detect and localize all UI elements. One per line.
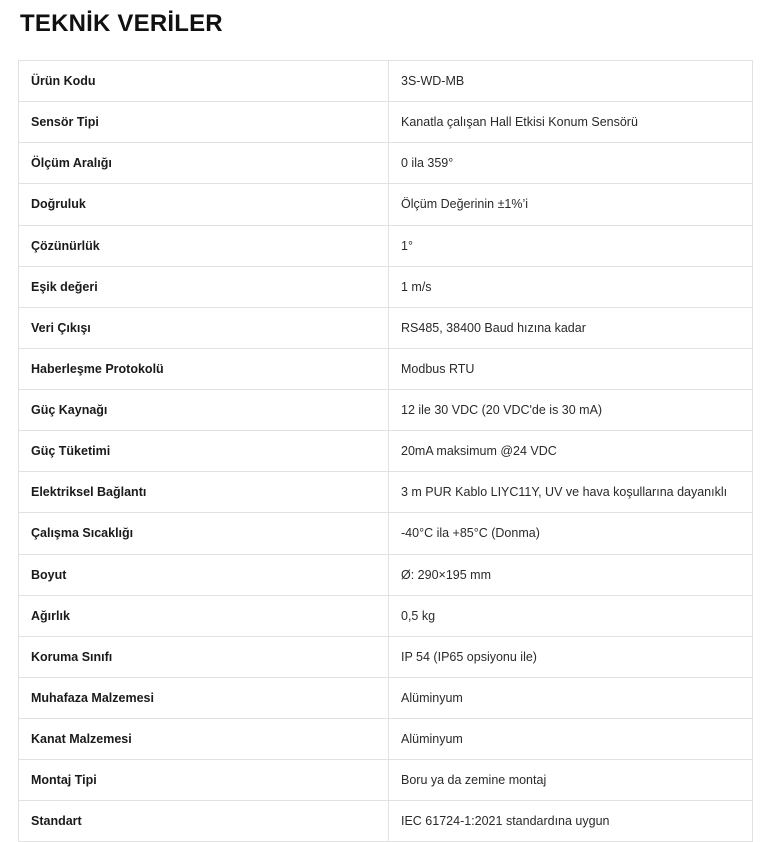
spec-label: Ağırlık bbox=[19, 595, 389, 636]
specifications-table-body bbox=[19, 61, 753, 842]
spec-label: Ürün Kodu bbox=[19, 61, 389, 102]
table-row bbox=[19, 184, 753, 225]
spec-label: Haberleşme Protokolü bbox=[19, 348, 389, 389]
table-row bbox=[19, 677, 753, 718]
spec-label: Sensör Tipi bbox=[19, 102, 389, 143]
spec-label: Veri Çıkışı bbox=[19, 307, 389, 348]
table-row bbox=[19, 348, 753, 389]
spec-value: 1° bbox=[389, 225, 753, 266]
table-row bbox=[19, 266, 753, 307]
spec-label: Montaj Tipi bbox=[19, 760, 389, 801]
table-row bbox=[19, 801, 753, 842]
table-row bbox=[19, 61, 753, 102]
table-row bbox=[19, 472, 753, 513]
spec-value: 3 m PUR Kablo LIYC11Y, UV ve hava koşullarına dayanıklı bbox=[389, 472, 753, 513]
spec-label: Doğruluk bbox=[19, 184, 389, 225]
table-row bbox=[19, 390, 753, 431]
table-row bbox=[19, 307, 753, 348]
spec-label: Kanat Malzemesi bbox=[19, 719, 389, 760]
specifications-table bbox=[18, 60, 753, 842]
page-title: TEKNİK VERİLER bbox=[20, 10, 223, 37]
table-row bbox=[19, 102, 753, 143]
table-row bbox=[19, 719, 753, 760]
spec-label: Çözünürlük bbox=[19, 225, 389, 266]
spec-label: Standart bbox=[19, 801, 389, 842]
table-row bbox=[19, 760, 753, 801]
spec-label: Koruma Sınıfı bbox=[19, 636, 389, 677]
table-row bbox=[19, 513, 753, 554]
spec-label: Güç Tüketimi bbox=[19, 431, 389, 472]
spec-value: 0,5 kg bbox=[389, 595, 753, 636]
spec-value: 1 m/s bbox=[389, 266, 753, 307]
spec-label: Boyut bbox=[19, 554, 389, 595]
spec-label: Çalışma Sıcaklığı bbox=[19, 513, 389, 554]
spec-value: Alüminyum bbox=[389, 677, 753, 718]
spec-value: 3S-WD-MB bbox=[389, 61, 753, 102]
technical-data-page bbox=[0, 10, 771, 842]
spec-label: Ölçüm Aralığı bbox=[19, 143, 389, 184]
table-row bbox=[19, 636, 753, 677]
spec-value: 0 ila 359° bbox=[389, 143, 753, 184]
spec-label: Eşik değeri bbox=[19, 266, 389, 307]
spec-value: IP 54 (IP65 opsiyonu ile) bbox=[389, 636, 753, 677]
spec-value: RS485, 38400 Baud hızına kadar bbox=[389, 307, 753, 348]
spec-value: Boru ya da zemine montaj bbox=[389, 760, 753, 801]
spec-value: IEC 61724-1:2021 standardına uygun bbox=[389, 801, 753, 842]
spec-value: 20mA maksimum @24 VDC bbox=[389, 431, 753, 472]
spec-value: Kanatla çalışan Hall Etkisi Konum Sensörü bbox=[389, 102, 753, 143]
table-row bbox=[19, 595, 753, 636]
spec-label: Muhafaza Malzemesi bbox=[19, 677, 389, 718]
spec-value: Modbus RTU bbox=[389, 348, 753, 389]
spec-value: Ölçüm Değerinin ±1%’i bbox=[389, 184, 753, 225]
table-row bbox=[19, 554, 753, 595]
table-row bbox=[19, 225, 753, 266]
spec-value: Ø: 290×195 mm bbox=[389, 554, 753, 595]
spec-value: 12 ile 30 VDC (20 VDC'de is 30 mA) bbox=[389, 390, 753, 431]
spec-value: Alüminyum bbox=[389, 719, 753, 760]
table-row bbox=[19, 143, 753, 184]
spec-value: -40°C ila +85°C (Donma) bbox=[389, 513, 753, 554]
table-row bbox=[19, 431, 753, 472]
spec-label: Güç Kaynağı bbox=[19, 390, 389, 431]
spec-label: Elektriksel Bağlantı bbox=[19, 472, 389, 513]
